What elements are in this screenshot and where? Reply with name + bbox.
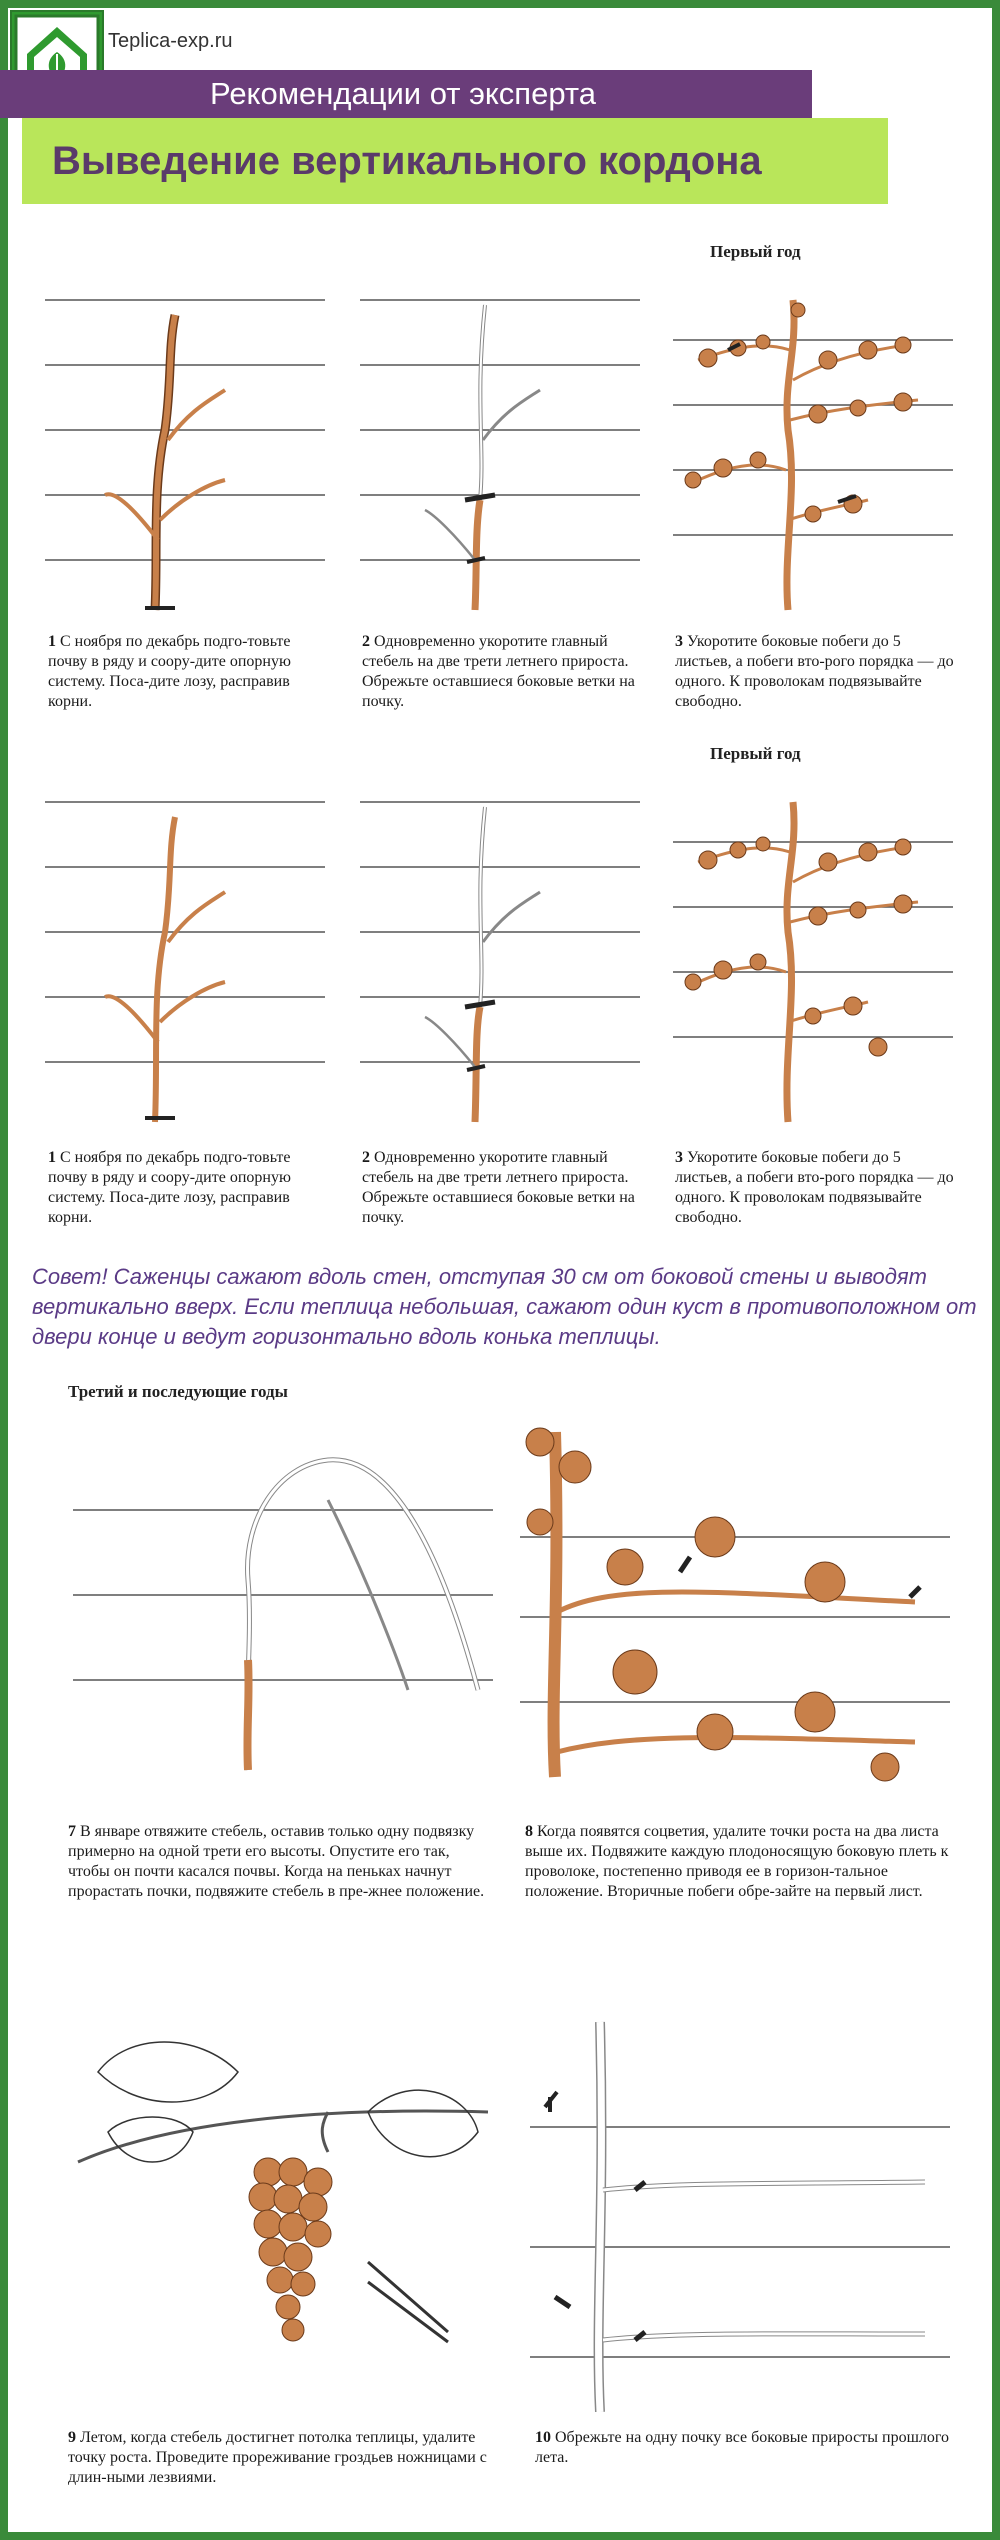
caption-step-10: 10 Обрежьте на одну почку все боковые приросты прошлого лета. bbox=[535, 2429, 950, 2466]
illustration-step-3b bbox=[668, 792, 958, 1132]
site-name[interactable]: Teplica-exp.ru bbox=[108, 30, 233, 52]
year-label-2: Первый год bbox=[710, 744, 801, 763]
illustration-step-1 bbox=[40, 290, 330, 630]
caption-step-1: 1 С ноября по декабрь подго-товьте почву в ряду и соору-дите опорную систему. Поса-дите лозу, расправив корни. bbox=[48, 633, 291, 710]
caption-step-2: 2 Одновременно укоротите главный стебель на две трети летнего прироста. Обрежьте оставшиеся боковые ветки на почку. bbox=[362, 633, 635, 710]
caption-step-7: 7 В январе отвяжите стебель, оставив только одну подвязку примерно на одной трети его высоты. Опустите его так, чтобы он почти касался почвы. Когда на пеньках начнут прорастать почки, подвяжите стебель в пре-жнее положение. bbox=[68, 1823, 485, 1900]
caption-step-9: 9 Летом, когда стебель достигнет потолка теплицы, удалите точку роста. Проведите прореживание гроздьев ножницами с длин-ными лезвиями. bbox=[68, 2429, 487, 2486]
illustration-step-2b bbox=[355, 792, 645, 1132]
caption-step-2b: 2 Одновременно укоротите главный стебель на две трети летнего прироста. Обрежьте оставшиеся боковые ветки на почку. bbox=[362, 1149, 635, 1226]
year-label-3: Третий и последующие годы bbox=[68, 1382, 288, 1401]
illustration-step-7 bbox=[68, 1420, 498, 1780]
caption-step-3b: 3 Укоротите боковые побеги до 5 листьев, а побеги вто-рого порядка — до одного. К проволокам подвязывайте свободно. bbox=[675, 1149, 954, 1226]
caption-step-3: 3 Укоротите боковые побеги до 5 листьев, а побеги вто-рого порядка — до одного. К проволокам подвязывайте свободно. bbox=[675, 633, 954, 710]
illustration-step-2 bbox=[355, 290, 645, 630]
illustration-step-8 bbox=[515, 1412, 955, 1782]
year-label-1: Первый год bbox=[710, 242, 801, 261]
caption-step-8: 8 Когда появятся соцветия, удалите точки роста на два листа выше их. Подвяжите каждую плодоносящую боковую плеть к проволоке, постепенно приводя ее в горизон-тальное положение. Вторичные побеги обре-зайте на первый лист. bbox=[525, 1823, 949, 1900]
advice-text: Совет! Саженцы сажают вдоль стен, отступая 30 см от боковой стены и выводят вертикально вверх. Если теплица небольшая, сажают один куст в противоположном от двери конце и ведут горизонтально вдоль конька теплицы. bbox=[32, 1264, 977, 1349]
page-title: Выведение вертикального кордона bbox=[52, 138, 762, 183]
illustration-step-9 bbox=[68, 2012, 498, 2412]
title-bar bbox=[22, 118, 888, 204]
illustration-step-3 bbox=[668, 290, 958, 630]
illustration-step-1b bbox=[40, 792, 330, 1132]
expert-banner: Рекомендации от эксперта bbox=[0, 70, 812, 118]
caption-step-1b: 1 С ноября по декабрь подго-товьте почву в ряду и соору-дите опорную систему. Поса-дите лозу, расправив корни. bbox=[48, 1149, 291, 1226]
illustration-step-10 bbox=[525, 2012, 955, 2412]
